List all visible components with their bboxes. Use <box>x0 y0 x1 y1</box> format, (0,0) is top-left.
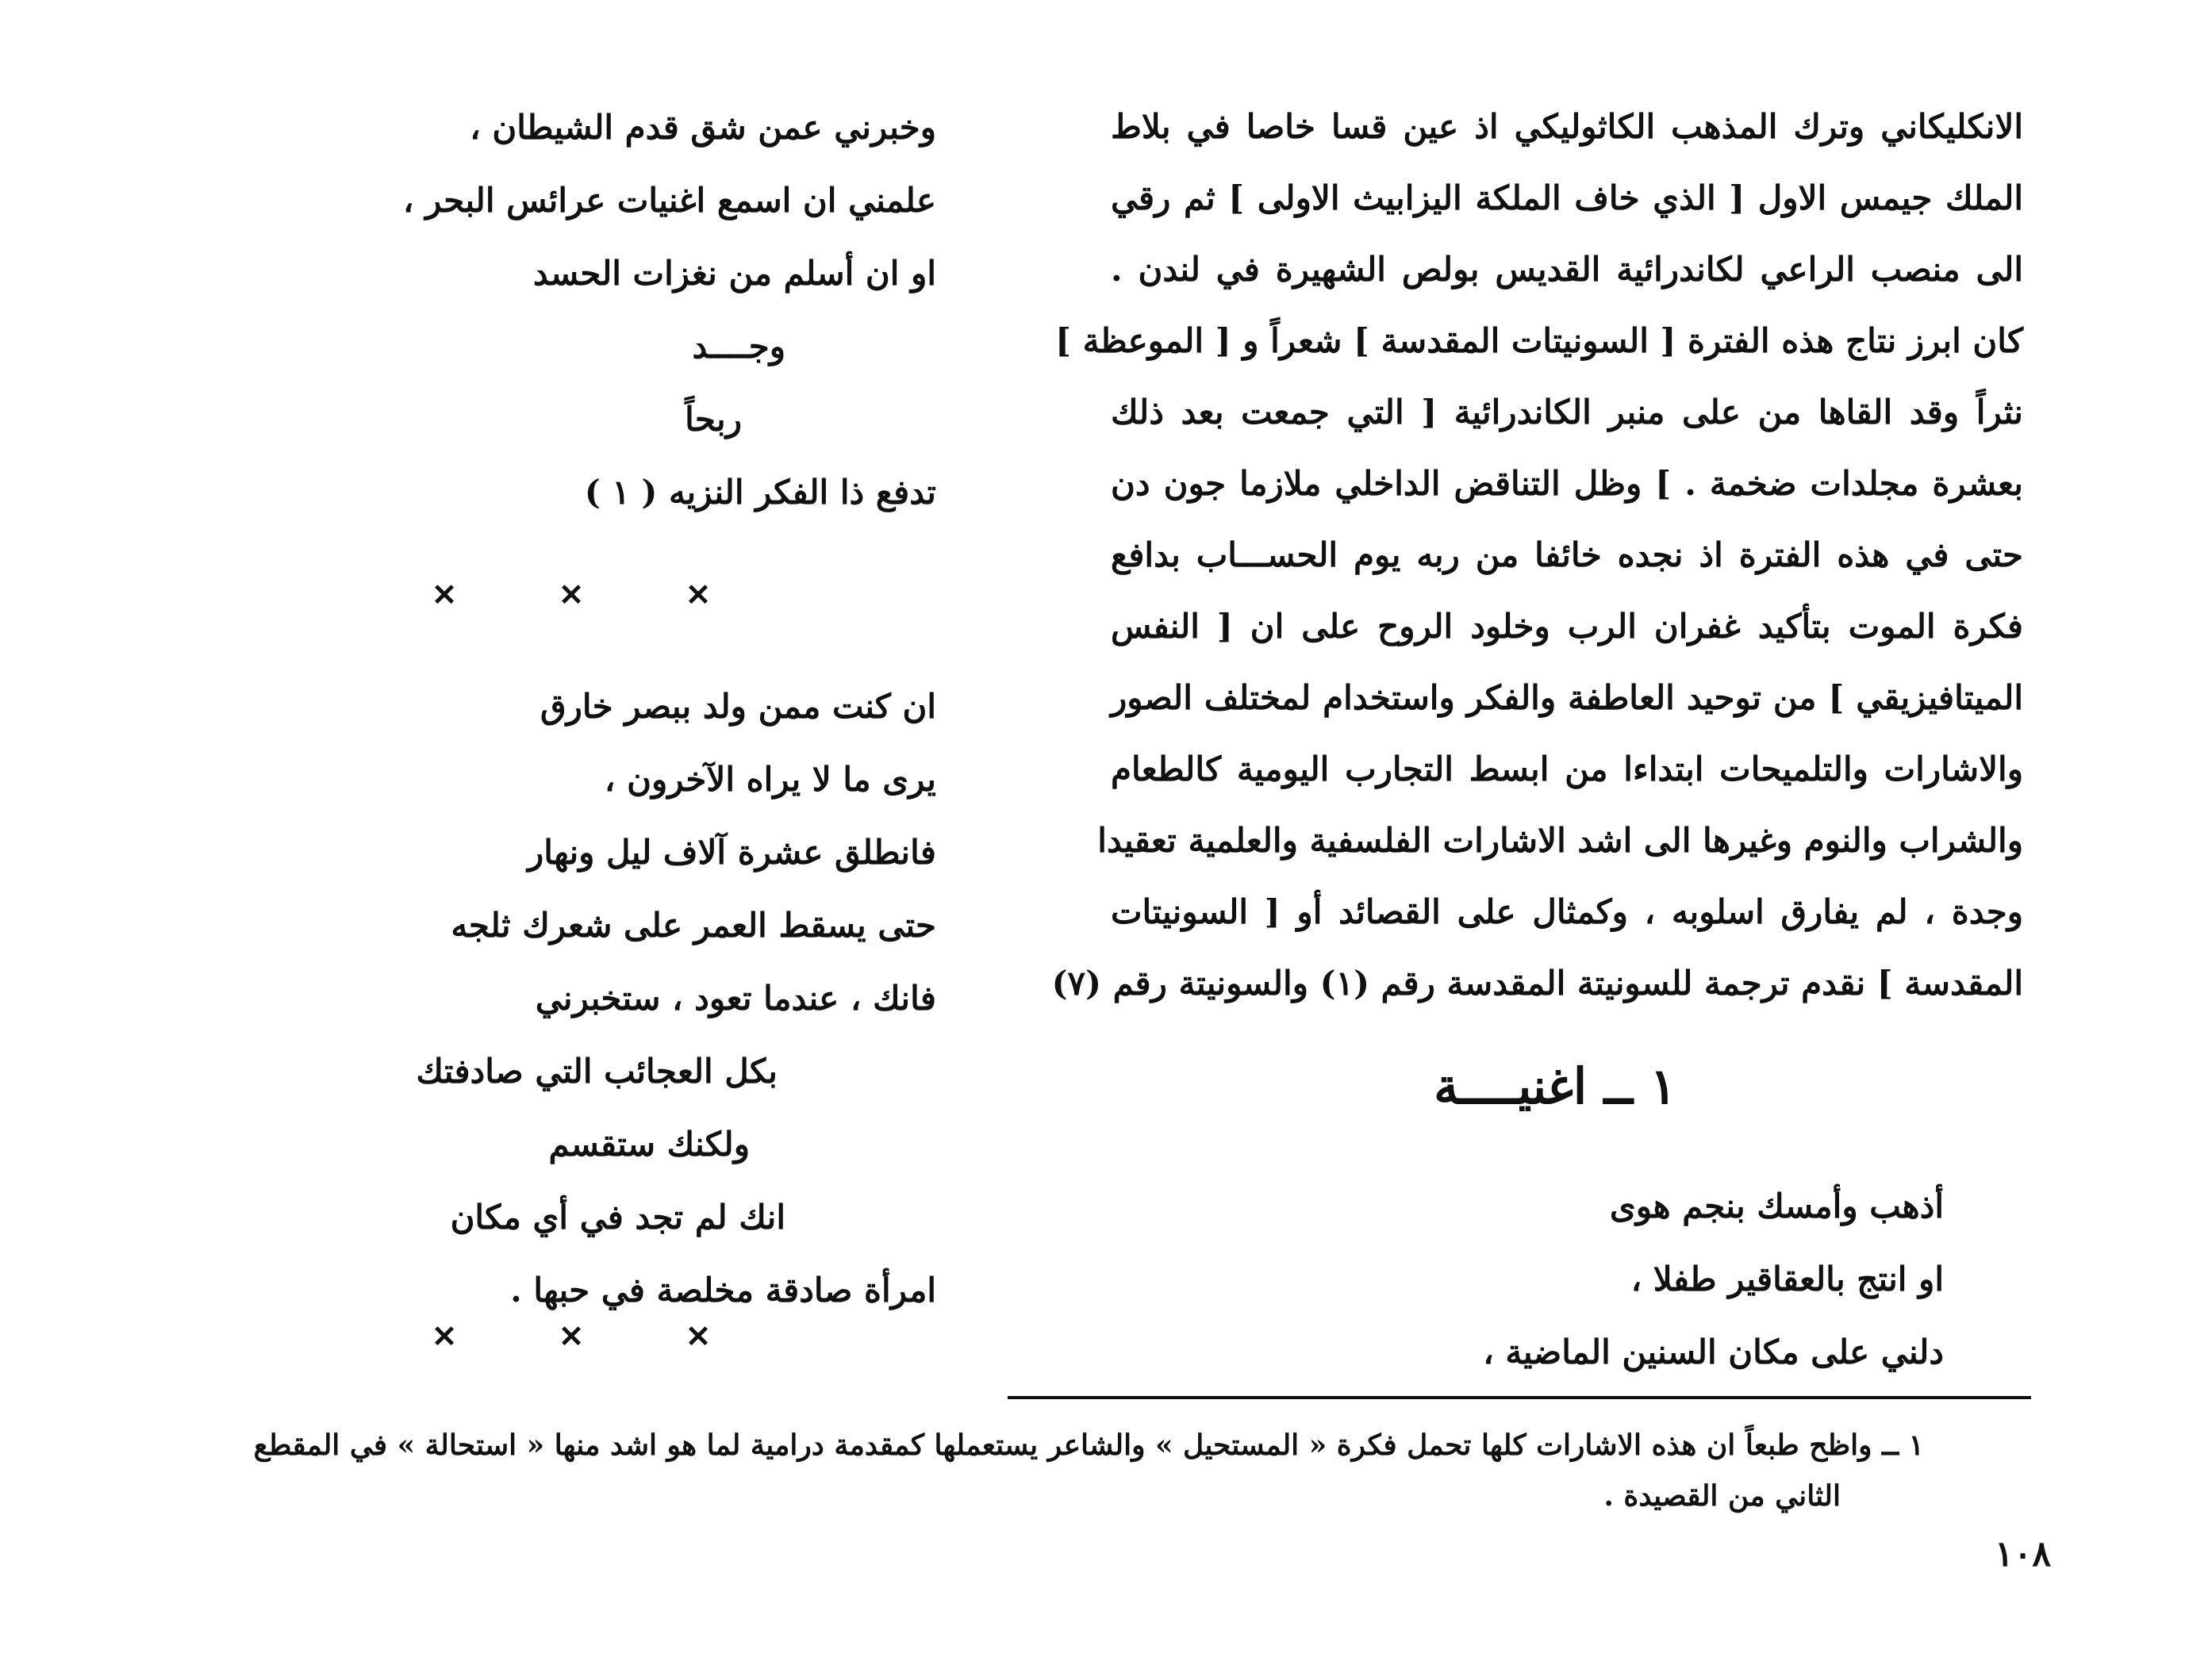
poem-line: وجــــد <box>692 327 785 366</box>
prose-line: والشراب والنوم وغيرها الى اشد الاشارات الفلسفية والعلمية تعقيدا <box>1097 821 2023 860</box>
poem-line: امرأة صادقة مخلصة في حبها . <box>510 1271 936 1310</box>
poem-line: تدفع ذا الفكر النزيه ( ١ ) <box>584 473 936 512</box>
poem-stanza <box>413 670 936 1327</box>
stanza-separator <box>428 571 714 619</box>
poem-line: وخبرني عمن شق قدم الشيطان ، <box>470 108 936 147</box>
prose-line: والاشارات والتلميحات ابتداءا من ابسط التجارب اليومية كالطعام <box>1111 750 2023 788</box>
prose-line: المقدسة ] نقدم ترجمة للسونيتة المقدسة رقم (١) والسونيتة رقم (٧) <box>1051 964 2023 1003</box>
footnote-line: ١ ــ واظح طبعاً ان هذه الاشارات كلها تحمل فكرة « المستحيل » والشاعر يستعملها كمقدمة درامية لما هو اشد منها « استحالة » في المقطع <box>253 1429 1924 1462</box>
poem-line: ان كنت ممن ولد ببصر خارق <box>540 687 936 726</box>
prose-line: فكرة الموت بتأكيد غفران الرب وخلود الروح على ان [ النفس <box>1111 607 2023 646</box>
poem-line: ربحاً <box>685 400 742 439</box>
prose-line: بعشرة مجلدات ضخمة . ] وظل التناقض الداخلي ملازما جون دن <box>1111 464 2023 503</box>
prose-line: كان ابرز نتاج هذه الفترة [ السونيتات المقدسة ] شعراً و [ الموعظة ] <box>1055 321 2023 360</box>
cross-mark-icon: ✕ <box>559 577 584 612</box>
prose-line: الميتافيزيقي ] من توحيد العاطفة والفكر واستخدام لمختلف الصور <box>1111 678 2023 717</box>
poem-line: بكل العجائب التي صادفتك <box>416 1052 778 1091</box>
cross-mark-icon: ✕ <box>559 1318 584 1354</box>
prose-line: الملك جيمس الاول [ الذي خاف الملكة اليزابيث الاولى ] ثم رقي <box>1111 178 2023 217</box>
poem-line: او ان أسلم من نغزات الحسد <box>532 254 936 293</box>
poem-line: فانك ، عندما تعود ، ستخبرني <box>535 979 936 1018</box>
footnote-divider <box>1008 1396 2031 1399</box>
poem-line: حتى يسقط العمر على شعرك ثلجه <box>451 906 936 945</box>
prose-paragraph <box>1051 91 2023 1019</box>
cross-mark-icon: ✕ <box>685 577 711 612</box>
poem-stanza <box>402 91 936 529</box>
song-verse <box>1349 1170 1944 1389</box>
stanza-separator <box>428 1313 714 1360</box>
poem-line: فانطلق عشرة آلاف ليل ونهار <box>528 833 936 872</box>
cross-mark-icon: ✕ <box>432 1318 457 1354</box>
footnote-line: الثاني من القصيدة . <box>1603 1479 1841 1513</box>
prose-line: الى منصب الراعي لكاندرائية القديس بولص الشهيرة في لندن . <box>1111 250 2023 289</box>
poem-line: علمني ان اسمع اغنيات عرائس البحر ، <box>402 181 936 220</box>
verse-line: أذهب وأمسك بنجم هوى <box>1609 1187 1944 1225</box>
verse-line: دلني على مكان السنين الماضية ، <box>1483 1333 1944 1371</box>
song-heading: ١ ــ اغنيــــة <box>1434 1057 1676 1115</box>
prose-line: حتى في هذه الفترة اذ نجده خائفا من ربه يوم الحســـاب بدافع <box>1111 535 2023 574</box>
cross-mark-icon: ✕ <box>432 577 457 612</box>
poem-line: انك لم تجد في أي مكان <box>450 1198 785 1237</box>
poem-line: يرى ما لا يراه الآخرون ، <box>604 760 936 799</box>
prose-line: الانكليكاني وترك المذهب الكاثوليكي اذ عين قسا خاصا في بلاط <box>1111 107 2023 146</box>
prose-line: وجدة ، لم يفارق اسلوبه ، وكمثال على القصائد أو [ السونيتات <box>1111 892 2023 931</box>
poem-line: ولكنك ستقسم <box>548 1125 750 1164</box>
footnote <box>182 1420 1924 1521</box>
verse-line: او انتج بالعقاقير طفلا ، <box>1630 1260 1944 1298</box>
page-number: ١٠٨ <box>1995 1534 2051 1574</box>
cross-mark-icon: ✕ <box>685 1318 711 1354</box>
prose-line: نثراً وقد القاها من على منبر الكاندرائية [ التي جمعت بعد ذلك <box>1111 393 2023 431</box>
